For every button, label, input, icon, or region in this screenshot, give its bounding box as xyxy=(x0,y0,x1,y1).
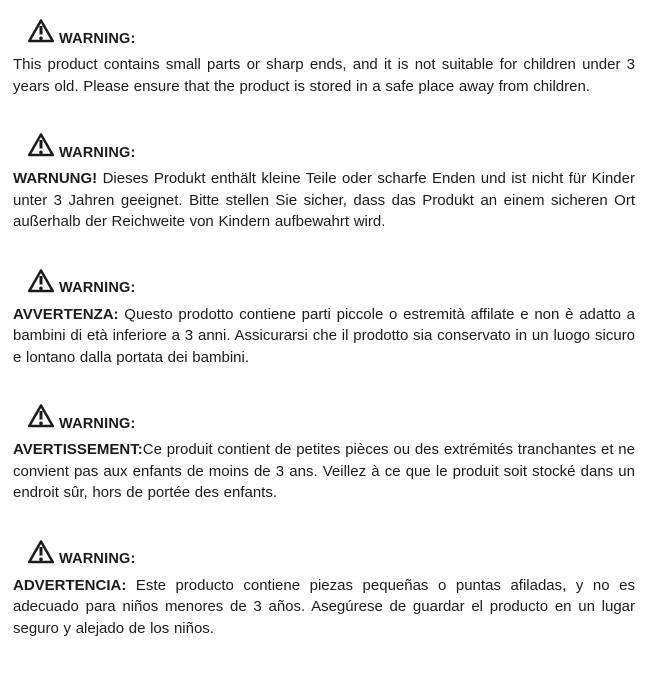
warning-body-text: Ce produit contient de petites pièces ou des extrémités tranchantes et ne convient pas aux enfants de moins de 3 ans. Veillez à ce que le produit soit stocké dans un endroit sûr, hors de portée des enfants. xyxy=(13,441,635,501)
warning-body-text: Este producto contiene piezas pequeñas o puntas afiladas, y no es adecuado para niños menores de 3 años. Asegúrese de guardar el producto en un lugar seguro y alejado de los niños. xyxy=(13,576,635,637)
warning-section-italian xyxy=(13,266,635,369)
warning-paragraph xyxy=(13,304,635,369)
warning-heading-label: WARNING: xyxy=(59,144,136,161)
warning-triangle-icon xyxy=(27,403,55,429)
warning-section-spanish xyxy=(13,537,635,640)
warning-header xyxy=(27,130,635,161)
warning-heading-label: WARNING: xyxy=(59,551,136,567)
warning-lead-text: ADVERTENCIA: xyxy=(13,576,127,594)
warning-lead-text: AVVERTENZA: xyxy=(13,305,119,323)
warning-paragraph xyxy=(13,575,635,640)
warning-body-text: This product contains small parts or sharp ends, and it is not suitable for children under 3 years old. Please ensure that the product is stored in a safe place away from children. xyxy=(13,56,635,95)
warning-lead-text: WARNUNG! xyxy=(13,170,98,187)
warning-body-text: Dieses Produkt enthält kleine Teile oder scharfe Enden und ist nicht für Kinder unter 3 Jahren geeignet. Bitte stellen Sie sicher, dass das Produkt an einem sicheren Ort außerhalb der Reichweite von Kindern aufbewahrt wird. xyxy=(13,170,635,230)
warning-section-english xyxy=(13,16,635,97)
warning-heading-label: WARNING: xyxy=(59,30,136,47)
warning-header xyxy=(27,537,635,565)
warning-header xyxy=(27,401,635,432)
warning-header xyxy=(27,266,635,294)
warning-body-text: Questo prodotto contiene parti piccole o estremità affilate e non è adatto a bambini di età inferiore a 3 anni. Assicurarsi che il prodotto sia conservato in un luogo sicuro e lontano dalla portata dei bambini. xyxy=(13,305,635,366)
warning-heading-label: WARNING: xyxy=(59,280,136,296)
warning-triangle-icon xyxy=(27,539,55,565)
warning-paragraph xyxy=(13,168,635,233)
warning-triangle-icon xyxy=(27,268,55,294)
warning-header xyxy=(27,16,635,47)
warning-lead-text: AVERTISSEMENT: xyxy=(13,441,143,458)
warning-heading-label: WARNING: xyxy=(59,415,136,432)
warning-paragraph xyxy=(13,54,635,97)
warning-triangle-icon xyxy=(27,18,55,44)
warning-paragraph xyxy=(13,439,635,504)
warning-section-french xyxy=(13,401,635,504)
warning-section-german xyxy=(13,130,635,233)
warning-triangle-icon xyxy=(27,132,55,158)
